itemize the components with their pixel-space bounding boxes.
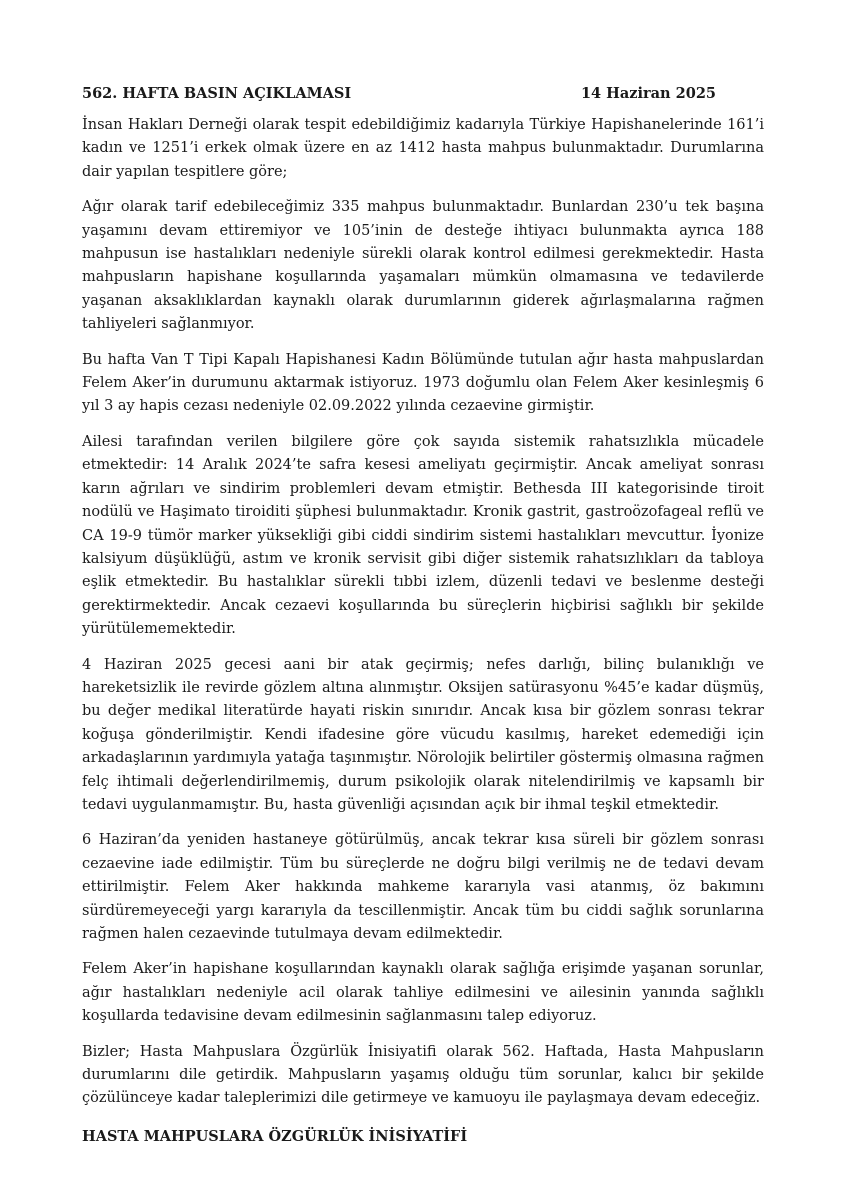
document-title: 562. HAFTA BASIN AÇIKLAMASI (82, 85, 352, 102)
paragraph-closing: Bizler; Hasta Mahpuslara Özgürlük İnisiyatifi olarak 562. Haftada, Hasta Mahpusların durumlarını dile getirdik. Mahpusların yaşamış olduğu tüm sorunlar, kalıcı bir şekilde çözülünceye kadar taleplerimizi dile getirmeye ve kamuoyu ile paylaşmaya devam edeceğiz. (82, 1043, 764, 1107)
paragraph-medical-conditions: Ailesi tarafından verilen bilgilere göre çok sayıda sistemik rahatsızlıkla mücadele etmektedir: 14 Aralık 2024’te safra kesesi ameliyatı geçirmiştir. Ancak ameliyat sonrası karın ağrıları ve sindirim problemleri devam etmiştir. Bethesda III kategorisinde tiroit nodülü ve Haşimato tiroiditi şüphesi bulunmaktadır. Kronik gastrit, gastroözofageal reflü ve CA 19-9 tümör marker yüksekliği gibi ciddi sindirim sistemi hastalıkları mevcuttur. İyonize kalsiyum düşüklüğü, astım ve kronik servisit gibi diğer sistemik rahatsızlıkları da tabloya eşlik etmektedir. Bu hastalıklar sürekli tıbbi izlem, düzenli tedavi ve beslenme desteği gerektirmektedir. Ancak cezaevi koşullarında bu süreçlerin hiçbirisi sağlıklı bir şekilde yürütülememektedir. (82, 433, 764, 638)
signature: HASTA MAHPUSLARA ÖZGÜRLÜK İNİSİYATİFİ (82, 1127, 468, 1145)
paragraph-case-introduction: Bu hafta Van T Tipi Kapalı Hapishanesi Kadın Bölümünde tutulan ağır hasta mahpuslardan Felem Aker’in durumunu aktarmak istiyoruz. 1973 doğumlu olan Felem Aker kesinleşmiş 6 yıl 3 ay hapis cezası nedeniyle 02.09.2022 yılında cezaevine girmiştir. (82, 351, 764, 415)
paragraph-june-4-incident: 4 Haziran 2025 gecesi aani bir atak geçirmiş; nefes darlığı, bilinç bulanıklığı ve hareketsizlik ile revirde gözlem altına alınmıştır. Oksijen satürasyonu %45’e kadar düşmüş, bu değer medikal literatürde hayati riskin sınırıdır. Ancak kısa bir gözlem sonrası tekrar koğuşa gönderilmiştir. Kendi ifadesine göre vücudu kasılmış, hareket edemediği için arkadaşlarının yardımıyla yatağa taşınmıştır. Nörolojik belirtiler göstermiş olmasına rağmen felç ihtimali değerlendirilmemiş, durum psikolojik olarak nitelendirilmiş ve kapsamlı bir tedavi uygulanmamıştır. Bu, hasta güvenliği açısından açık bir ihmal teşkil etmektedir. (82, 656, 764, 813)
press-release-document (82, 82, 764, 1148)
paragraph-demand: Felem Aker’in hapishane koşullarından kaynaklı olarak sağlığa erişimde yaşanan sorunlar, ağır hastalıkları nedeniyle acil olarak tahliye edilmesini ve ailesinin yanında sağlıklı koşullarda tedavisine devam edilmesinin sağlanmasını talep ediyoruz. (82, 961, 764, 1025)
document-header (82, 82, 764, 104)
document-date: 14 Haziran 2025 (580, 85, 716, 102)
paragraph-june-6-hospital: 6 Haziran’da yeniden hastaneye götürülmüş, ancak tekrar kısa süreli bir gözlem sonrası cezaevine iade edilmiştir. Tüm bu süreçlerde ne doğru bilgi verilmiş ne de tedavi devam ettirilmiştir. Felem Aker hakkında mahkeme kararıyla vasi atanmış, öz bakımını sürdüremeyeceği yargı kararıyla da tescillenmiştir. Ancak tüm bu ciddi sağlık sorunlarına rağmen halen cezaevinde tutulmaya devam edilmektedir. (82, 832, 764, 942)
paragraph-intro: İnsan Hakları Derneği olarak tespit edebildiğimiz kadarıyla Türkiye Hapishanelerinde 161’i kadın ve 1251’i erkek olmak üzere en az 1412 hasta mahpus bulunmaktadır. Durumlarına dair yapılan tespitlere göre; (82, 117, 764, 180)
paragraph-statistics: Ağır olarak tarif edebileceğimiz 335 mahpus bulunmaktadır. Bunlardan 230’u tek başına yaşamını devam ettiremiyor ve 105’inin de desteğe ihtiyacı bulunmakta ayrıca 188 mahpusun ise hastalıkları nedeniyle sürekli olarak kontrol edilmesi gerekmektedir. Hasta mahpusların hapishane koşullarında yaşamaları mümkün olmamasına ve tedavilerde yaşanan aksaklıklardan kaynaklı olarak durumlarının giderek ağırlaşmalarına rağmen tahliyeleri sağlanmıyor. (82, 199, 764, 333)
